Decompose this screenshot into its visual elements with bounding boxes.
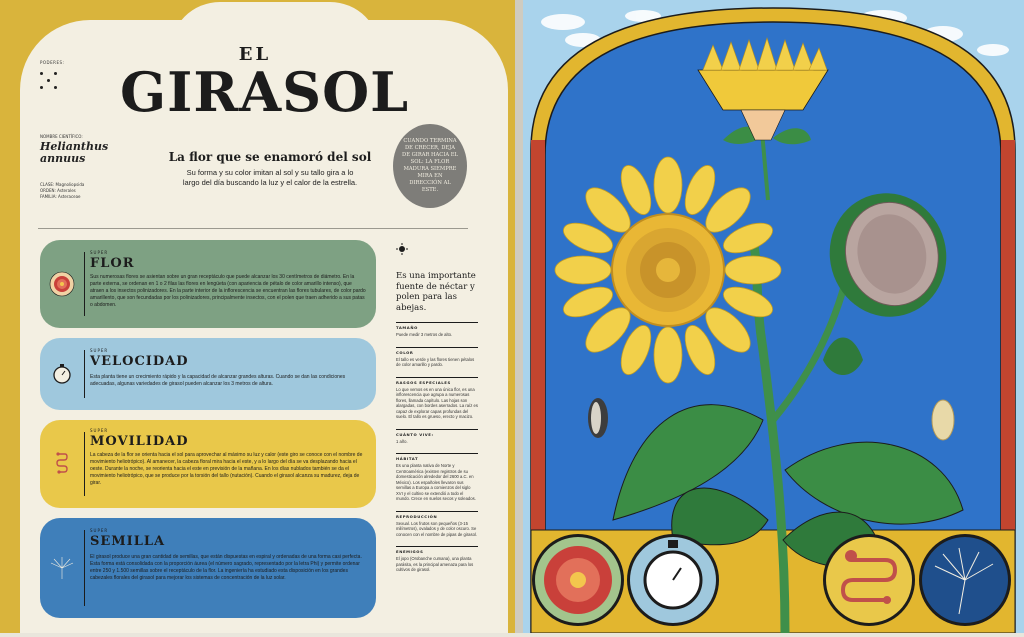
subtitle: La flor que se enamoró del sol (168, 150, 372, 164)
left-page (0, 0, 515, 633)
sci-label: NOMBRE CIENTÍFICO: (40, 134, 83, 139)
power-title: FLOR (90, 256, 135, 271)
power-card-semilla (40, 518, 376, 618)
fact-body: El jopo (Orobanche cumana), una planta parásita, es la principal amenaza para los cultivos de girasol. (396, 556, 474, 572)
super-label: SUPER (90, 528, 109, 533)
facts-column (396, 240, 478, 573)
sun-icon (396, 243, 408, 255)
fact-reproduction (396, 511, 478, 538)
fact-body: Puede medir 3 metros de alto. (396, 332, 453, 337)
fact-heading: HÁBITAT (396, 453, 478, 461)
fact-size (396, 322, 478, 338)
power-title: VELOCIDAD (90, 354, 189, 369)
fact-heading: COLOR (396, 347, 478, 355)
fact-heading: REPRODUCCIÓN (396, 511, 478, 519)
power-body: Esta planta tiene un crecimiento rápido y la capacidad de alcanzar grandes alturas. Cuando se dan las condiciones adecuadas, algunas variedades de girasol pueden alcanzar los 3 metros de altura. (90, 374, 346, 387)
fact-body: Es una planta nativa de Norte y Centroamérica (existen registros de su domesticación alrededor del 2600 a.C. en México). Los españoles llevaron sus semillas a Europa a comienzos del siglo XVI y el cultivo se extendió a todo el mundo. Crece en suelos secos y soleados. (396, 463, 476, 501)
power-body: La cabeza de la flor se orienta hacia el sol para aprovechar al máximo su luz y calor (este giro se conoce con el nombre de movimiento heliotrópico). Al amanecer, la cabeza floral mira hacia el este, y a lo largo del día se va desplazando hacia el oeste. Durante la noche, se reorienta hacia el este en previsión de la mañana. En los días nublados también se da el movimiento heliotrópico, que se produce por la torsión del tallo (nutación). Cuando el girasol alcanza su madurez, deja de girar. (90, 452, 363, 486)
fact-heading: TAMAÑO (396, 322, 478, 330)
stopwatch-icon (48, 360, 76, 388)
power-title: SEMILLA (90, 534, 166, 549)
flower-icon (48, 270, 76, 298)
power-title: MOVILIDAD (90, 434, 189, 449)
super-label: SUPER (90, 348, 109, 353)
power-body: El girasol produce una gran cantidad de semillas, que están dispuestas en espiral y ordenadas de una forma casi perfecta. Esta forma está consolidada con la proporción áurea (el número sagrado, representado por la letra Phi) y permite ordenar entre 250 y 1.500 semillas sobre el receptáculo de la flor. La ingeniería ha estudiado esta disposición en los grandes cabezales florales del girasol para mejorar los sistemas de concentración de la luz solar. (90, 554, 362, 581)
fact-badge (393, 124, 467, 208)
super-label: SUPER (90, 250, 109, 255)
fact-heading: CUÁNTO VIVE: (396, 429, 478, 437)
classification-block (40, 182, 120, 200)
order-line: ORDEN: Asterales (40, 188, 76, 193)
book-gutter (515, 0, 523, 633)
super-label: SUPER (90, 428, 109, 433)
title-small: EL (238, 44, 272, 65)
fact-color (396, 347, 478, 368)
poderes-label: PODERES: (40, 60, 65, 65)
side-lead: Es una importante fuente de néctar y polen para las abejas. (396, 271, 476, 313)
power-card-movilidad (40, 420, 376, 508)
fact-heading: ENEMIGOS (396, 546, 478, 554)
power-card-velocidad (40, 338, 376, 410)
sunflower-illustration (523, 0, 1024, 633)
class-line: CLASE: Magnoliopsida (40, 182, 85, 187)
fact-heading: RASGOS ESPECIALES (396, 377, 478, 385)
right-page (523, 0, 1024, 633)
seed-fluff-icon (48, 554, 76, 582)
scientific-name-block (40, 134, 120, 165)
family-line: FAMILIA: Asteraceae (40, 194, 81, 199)
badge-text: CUANDO TERMINA DE CRECER, DEJA DE GIRAR HACIA EL SOL: LA FLOR MADURA SIEMPRE MIRA EN DIRECCIÓN AL ESTE. (402, 138, 458, 193)
divider (38, 228, 468, 229)
fact-habitat (396, 453, 478, 502)
sci-name: Helianthus annuus (40, 140, 109, 165)
power-card-flor (40, 240, 376, 328)
fact-body: Sexual. Los frutos son pequeños (3-15 milímetros), ovalados y de color oscuro. Se conocen con el nombre de pipas de girasol. (396, 520, 478, 537)
power-body: Sus numerosas flores se asientan sobre un gran receptáculo que puede alcanzar los 30 centímetros de diámetro. En la parte externa, se ordenan en 1 o 2 filas las flores en lengüeta (con apariencia de pétalo de color amarillo intenso), que atraen a los insectos polinizadores. En la parte interior de la inflorescencia se encuentran las flores tubulares, de color pardo amarillento, que son fecundadas por los polinizadores, principalmente insectos, con el polen que traen adherido a sus patas o abdomen. (90, 274, 366, 308)
intro-text: Su forma y su color imitan al sol y su tallo gira a lo largo del día buscando la luz y el calor de la estrella. (182, 168, 358, 187)
fact-enemies (396, 546, 478, 573)
poderes-dots-icon (40, 72, 60, 92)
page-title: GIRASOL (120, 60, 410, 124)
route-icon (48, 450, 76, 478)
fact-body: El tallo es verde y las flores tienen pétalos de color amarillo y pardo. (396, 356, 475, 367)
fact-lifespan (396, 429, 478, 445)
fact-body: Lo que vemos es en una única flor, es una inflorescencia que agrupa a numerosas flores, llamada capítulo. Las hojas son alargadas, con bordes aserrados. La raíz es capaz de explorar capas profundas del suelo. El tallo es grueso, erecto y macizo. (396, 386, 478, 419)
fact-body: 1 año. (396, 438, 408, 444)
fact-special (396, 377, 478, 420)
